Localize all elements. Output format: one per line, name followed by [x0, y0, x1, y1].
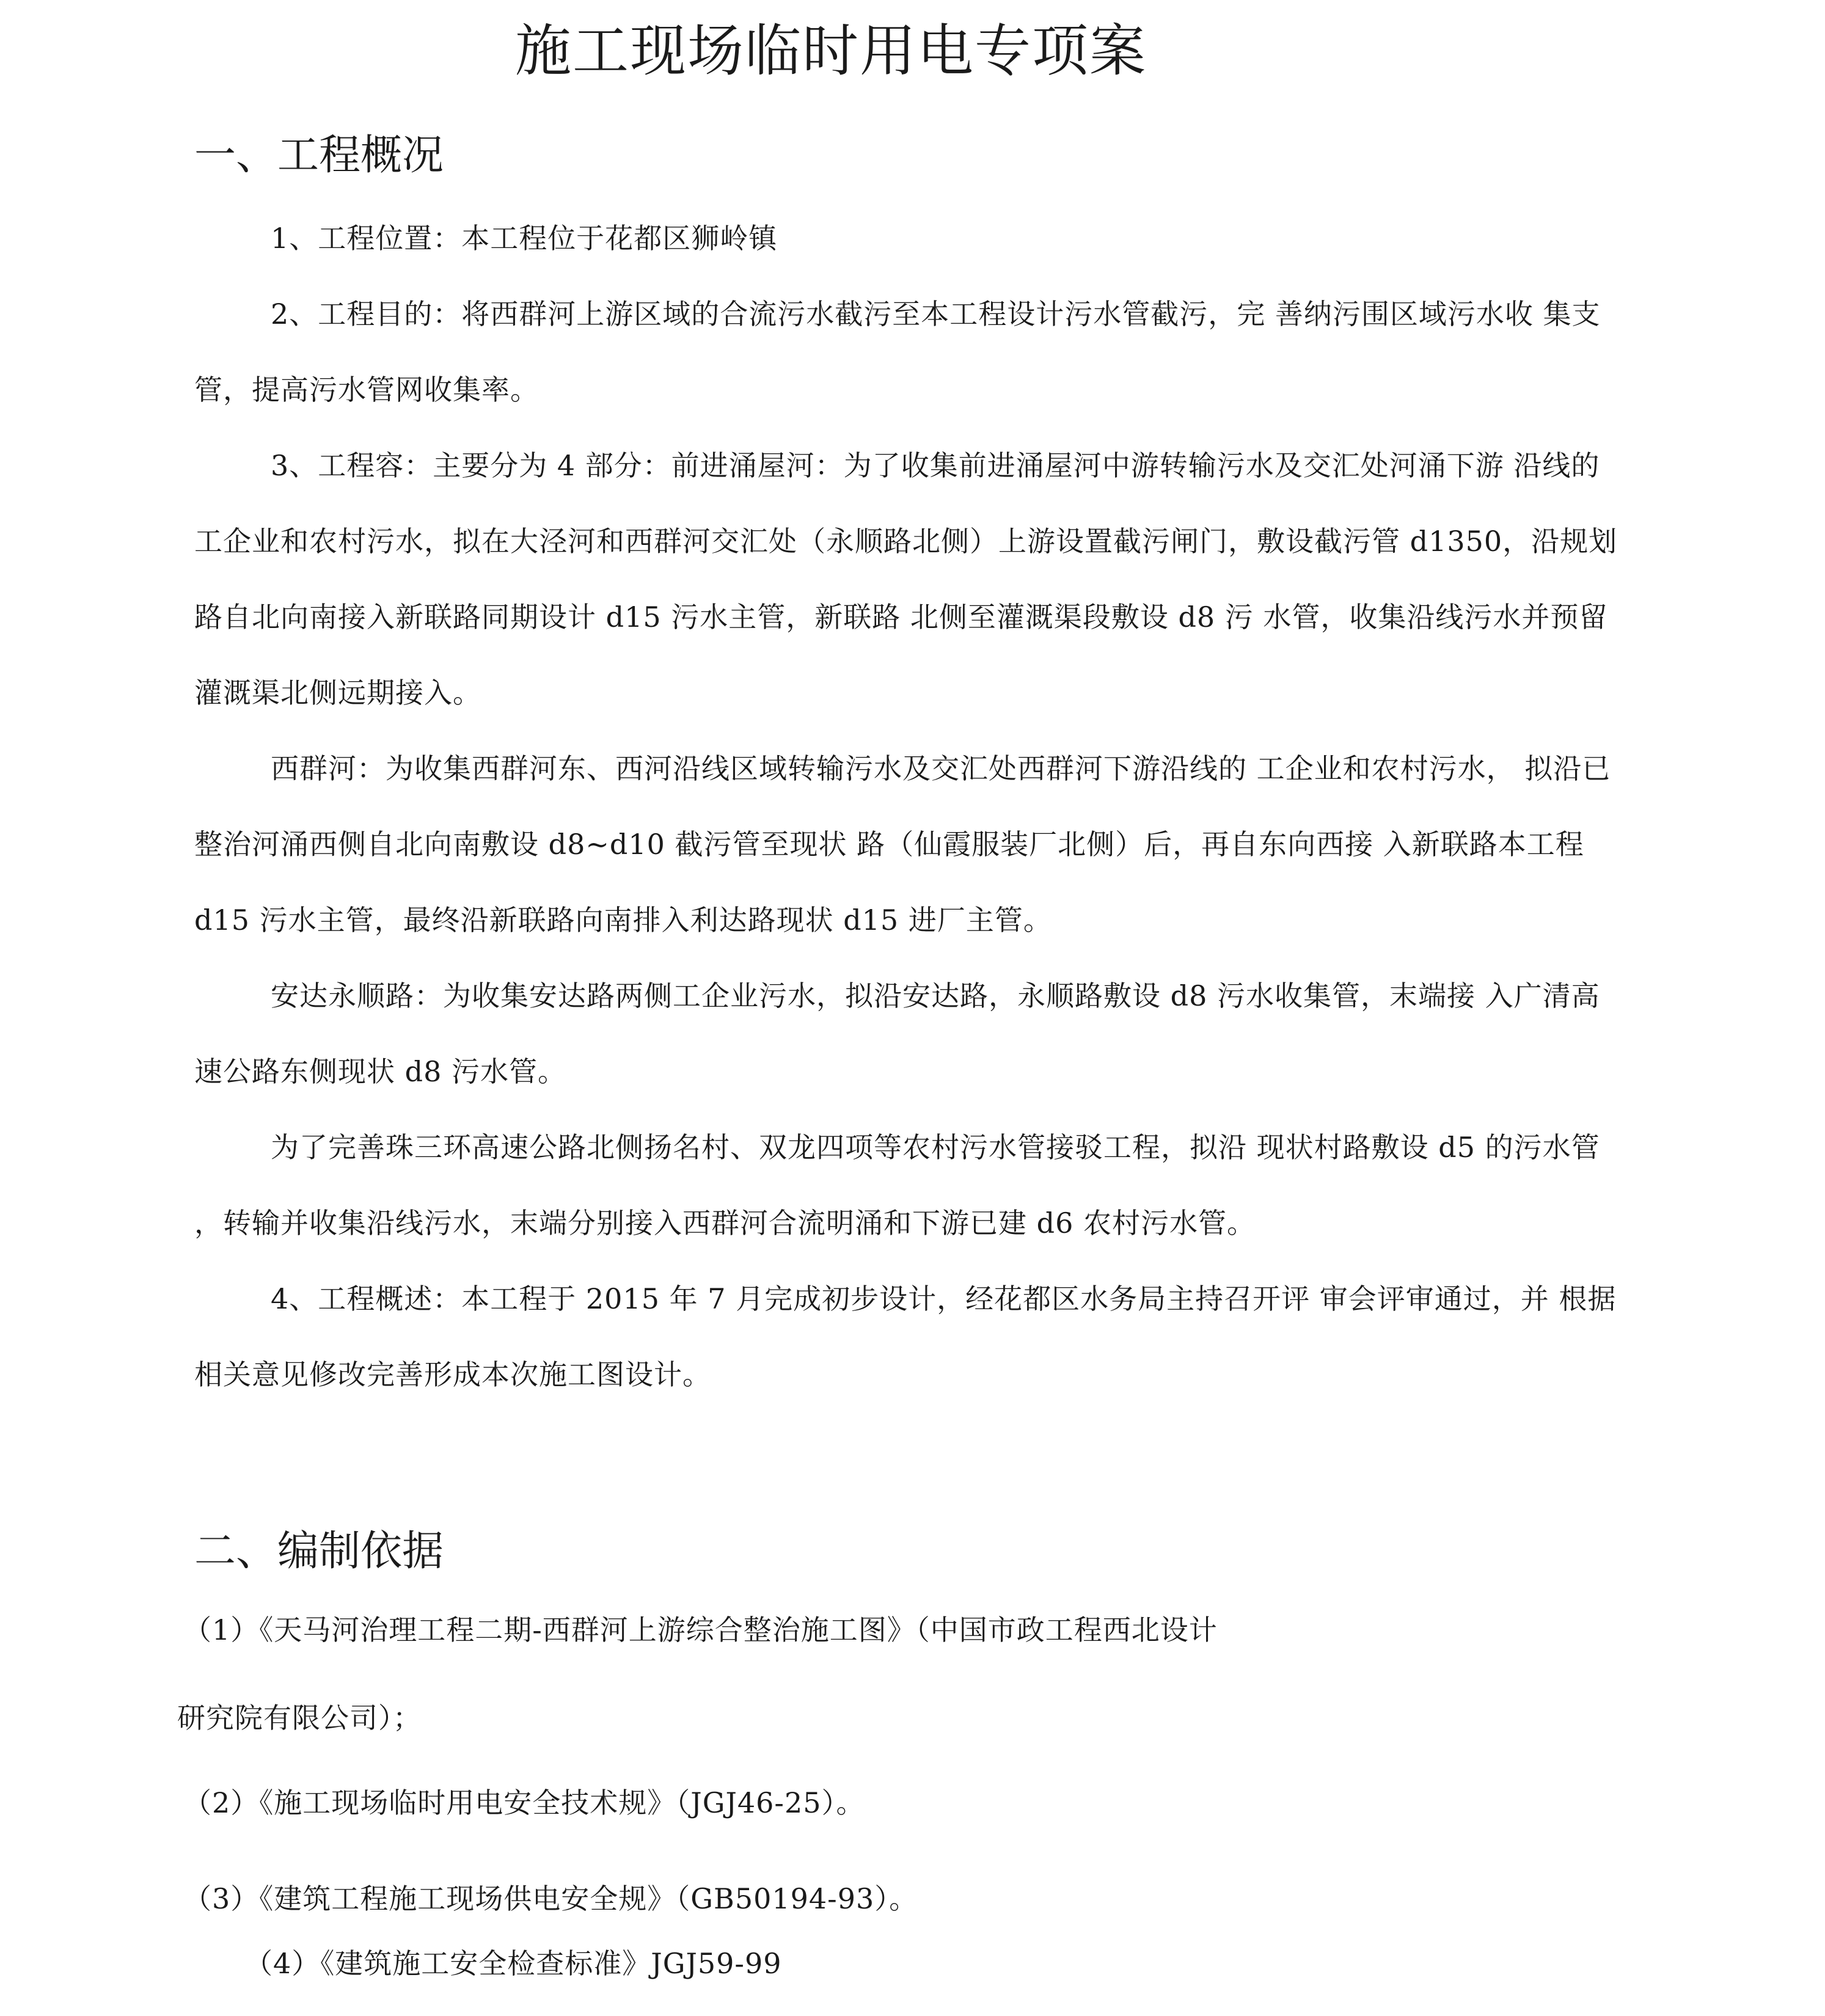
- paragraph-line: 工企业和农村污水，拟在大泾河和西群河交汇处（永顺路北侧）上游设置截污闸门，敷设截污管 d1350，沿规划: [194, 525, 1618, 558]
- paragraph-line: 灌溉渠北侧远期接入。: [194, 676, 481, 709]
- reference-item: 研究院有限公司）；: [177, 1701, 422, 1734]
- paragraph-line: 4、工程概述：本工程于 2015 年 7 月完成初步设计，经花都区水务局主持召开评 审会评审通过，并 根据: [271, 1282, 1617, 1315]
- paragraph-line: 3、工程容：主要分为 4 部分：前进涌屋河：为了收集前进涌屋河中游转输污水及交汇处河涌下游 沿线的: [271, 449, 1600, 482]
- paragraph-line: 整治河涌西侧自北向南敷设 d8~d10 截污管至现状 路（仙霞服装厂北侧）后，再自东向西接 入新联路本工程: [194, 828, 1584, 861]
- paragraph-line: 为了完善珠三环高速公路北侧扬名村、双龙四项等农村污水管接驳工程，拟沿 现状村路敷设 d5 的污水管: [271, 1131, 1600, 1164]
- document-title: 施工现场临时用电专项案: [515, 18, 1147, 84]
- paragraph-line: d15 污水主管，最终沿新联路向南排入利达路现状 d15 进厂主管。: [194, 904, 1052, 937]
- reference-item: （2）《施工现场临时用电安全技术规》（JGJ46-25）。: [183, 1786, 865, 1819]
- section-heading-basis: 二、编制依据: [194, 1527, 444, 1576]
- paragraph-line: 路自北向南接入新联路同期设计 d15 污水主管，新联路 北侧至灌溉渠段敷设 d8 污 水管，收集沿线污水并预留: [194, 601, 1608, 634]
- reference-item: （4）《建筑施工安全检查标准》JGJ59-99: [244, 1947, 782, 1980]
- paragraph-line: 安达永顺路：为收集安达路两侧工企业污水，拟沿安达路，永顺路敷设 d8 污水收集管，末端接 入广清高: [271, 979, 1600, 1012]
- paragraph-line: 西群河：为收集西群河东、西河沿线区域转输污水及交汇处西群河下游沿线的 工企业和农村污水， 拟沿已: [271, 752, 1611, 785]
- paragraph-line: 2、工程目的：将西群河上游区域的合流污水截污至本工程设计污水管截污，完 善纳污围区域污水收 集支: [271, 298, 1601, 331]
- reference-item: （3）《建筑工程施工现场供电安全规》（GB50194-93）。: [183, 1882, 918, 1915]
- paragraph-line: 管，提高污水管网收集率。: [194, 373, 539, 406]
- paragraph-line: 速公路东侧现状 d8 污水管。: [194, 1055, 566, 1088]
- paragraph-line: 相关意见修改完善形成本次施工图设计。: [194, 1358, 711, 1391]
- paragraph-line: ，转输并收集沿线污水，末端分别接入西群河合流明涌和下游已建 d6 农村污水管。: [194, 1207, 1256, 1240]
- reference-item: （1）《天马河治理工程二期-西群河上游综合整治施工图》（中国市政工程西北设计: [183, 1613, 1218, 1646]
- section-heading-overview: 一、工程概况: [194, 131, 444, 180]
- paragraph-line: 1、工程位置：本工程位于花都区狮岭镇: [271, 222, 778, 255]
